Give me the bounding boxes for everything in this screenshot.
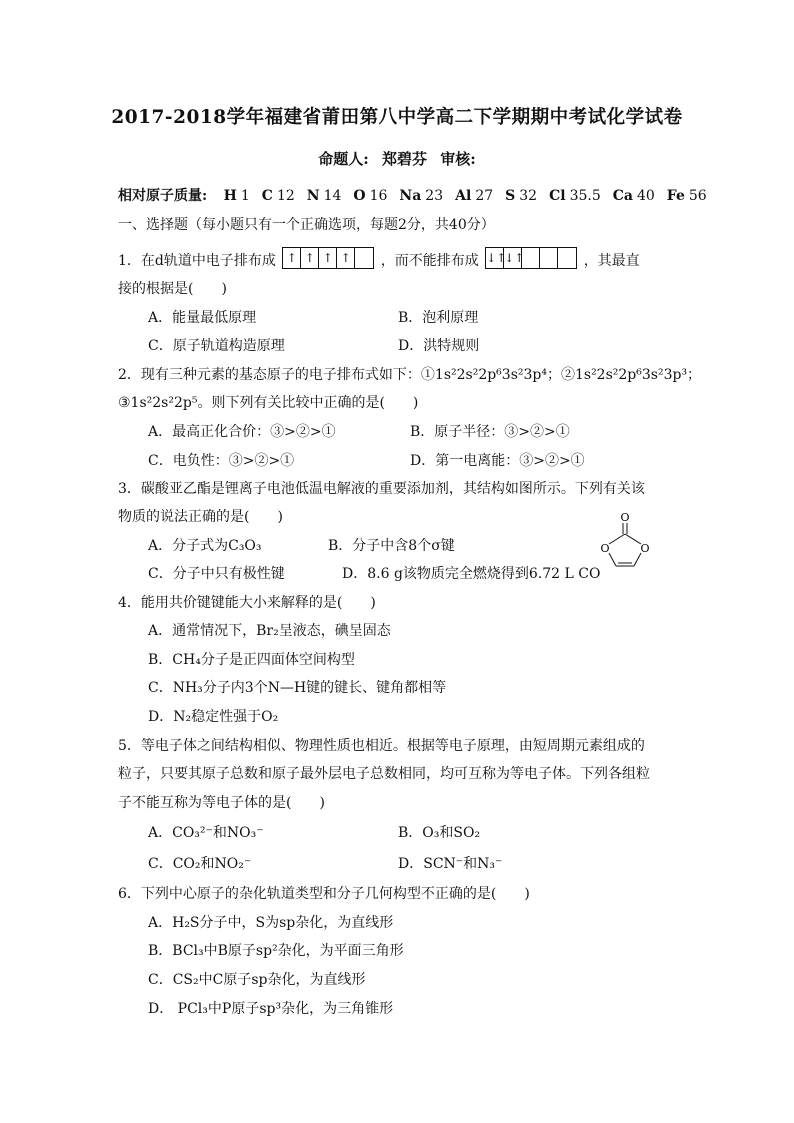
q3-option-a: A．分子式为C₃O₃ — [148, 538, 262, 554]
q5-option-d: D．SCN⁻和N₃⁻ — [398, 856, 503, 872]
author-name: 郑碧芬 — [381, 150, 427, 168]
atomic-mass-value: 56 — [688, 188, 707, 204]
atomic-mass-item — [505, 188, 537, 204]
atomic-mass-element: Fe — [666, 188, 685, 204]
orbital-box: ↑ — [301, 248, 319, 268]
atomic-mass-value: 1 — [240, 188, 250, 204]
q4-option-b: B．CH₄分子是正四面体空间构型 — [148, 652, 355, 668]
q6-option-b: B．BCl₃中B原子sp²杂化，为平面三角形 — [148, 943, 404, 959]
q5-option-b: B．O₃和SO₂ — [398, 825, 481, 841]
section-heading: 一、选择题（每小题只有一个正确选项，每题2分，共40分） — [118, 217, 495, 233]
atomic-masses-list — [212, 188, 707, 204]
q6-option-d: D． PCl₃中P原子sp³杂化，为三角锥形 — [148, 1001, 394, 1017]
orbital-box: ↓↑ — [504, 248, 522, 268]
atomic-mass-item — [353, 188, 387, 204]
atomic-mass-element: O — [353, 188, 366, 204]
atomic-mass-item — [613, 188, 655, 204]
q4-option-d: D．N₂稳定性强于O₂ — [148, 709, 279, 725]
q4-option-c: C．NH₃分子内3个N—H键的键长、键角都相等 — [148, 680, 447, 696]
q5-option-a: A．CO₃²⁻和NO₃⁻ — [148, 825, 264, 841]
atomic-mass-value: 32 — [519, 188, 538, 204]
atomic-mass-element: N — [306, 188, 320, 204]
atomic-mass-element: Na — [399, 188, 422, 204]
orbital-box: ↑ — [319, 248, 337, 268]
q1-text-b: ，而不能排布成 — [380, 253, 479, 269]
structure-o-top: O — [620, 511, 630, 524]
q6-option-c: C．CS₂中C原子sp杂化，为直线形 — [148, 972, 366, 988]
q5-option-c: C．CO₂和NO₂⁻ — [148, 856, 252, 872]
q1-option-d: D．洪特规则 — [398, 338, 480, 354]
atomic-mass-item — [455, 188, 493, 204]
atomic-mass-element: H — [223, 188, 237, 204]
q4-option-a: A．通常情况下，Br₂呈液态，碘呈固态 — [148, 623, 391, 639]
q3-option-d: D．8.6 g该物质完全燃烧得到6.72 L CO — [342, 566, 601, 582]
q3-option-c: C．分子中只有极性键 — [148, 566, 285, 582]
atomic-mass-item — [307, 188, 342, 204]
orbital-box: ↓↑ — [486, 248, 504, 268]
q1-option-a: A．能量最低原理 — [148, 310, 257, 326]
orbital-box — [558, 248, 576, 268]
q2-option-b: B．原子半径：③>②>① — [410, 424, 570, 440]
question-3-line-2: 物质的说法正确的是( ) — [118, 509, 283, 525]
atomic-masses-label: 相对原子质量: — [118, 188, 208, 204]
question-1-stem-cont: 接的根据是( ) — [118, 281, 227, 297]
atomic-mass-value: 14 — [323, 188, 342, 204]
question-2-line-1: 2．现有三种元素的基态原子的电子排布式如下：①1s²2s²2p⁶3s²3p⁴；②1s²2s²2p⁶3s²3p³； — [118, 367, 702, 383]
exam-title: 2017-2018学年福建省莆田第八中学高二下学期期中考试化学试卷 — [111, 107, 683, 128]
reviewer-label: 审核: — [440, 150, 476, 168]
atomic-mass-value: 12 — [276, 188, 295, 204]
q6-option-a: A．H₂S分子中，S为sp杂化，为直线形 — [148, 915, 394, 931]
ethylene-carbonate-structure — [597, 510, 653, 572]
orbital-box — [540, 248, 558, 268]
structure-o-left: O — [600, 542, 610, 555]
atomic-mass-value: 35.5 — [569, 188, 601, 204]
q1-text-a: 1．在d轨道中电子排布成 — [118, 253, 276, 269]
atomic-mass-item — [399, 188, 443, 204]
atomic-mass-value: 40 — [636, 188, 655, 204]
orbital-box — [355, 248, 373, 268]
atomic-mass-item — [262, 188, 295, 204]
atomic-mass-item — [549, 188, 601, 204]
atomic-mass-value: 23 — [425, 188, 444, 204]
question-1-stem — [118, 250, 640, 272]
question-6-stem: 6．下列中心原子的杂化轨道类型和分子几何构型不正确的是( ) — [118, 886, 530, 902]
atomic-mass-value: 27 — [475, 188, 494, 204]
atomic-mass-element: Ca — [612, 188, 633, 204]
atomic-masses — [118, 186, 707, 206]
orbital-diagram-correct — [282, 247, 374, 269]
question-3-line-1: 3．碳酸亚乙酯是锂离子电池低温电解液的重要添加剂，其结构如图所示。下列有关该 — [118, 481, 645, 497]
q2-option-a: A．最高正化合价：③>②>① — [148, 424, 336, 440]
question-5-line-3: 子不能互称为等电子体的是( ) — [118, 795, 325, 811]
orbital-box — [522, 248, 540, 268]
atomic-mass-element: Cl — [549, 188, 566, 204]
orbital-diagram-incorrect — [485, 247, 577, 269]
orbital-box: ↑ — [337, 248, 355, 268]
q2-option-c: C．电负性：③>②>① — [148, 453, 295, 469]
exam-subtitle — [0, 148, 794, 169]
atomic-mass-value: 16 — [369, 188, 388, 204]
q1-text-c: ，其最直 — [583, 253, 640, 269]
question-5-line-2: 粒子，只要其原子总数和原子最外层电子总数相同，均可互称为等电子体。下列各组粒 — [118, 766, 650, 782]
atomic-mass-element: Al — [455, 188, 472, 204]
structure-o-right: O — [640, 542, 650, 555]
question-5-line-1: 5．等电子体之间结构相似、物理性质也相近。根据等电子原理，由短周期元素组成的 — [118, 738, 645, 754]
atomic-mass-item — [224, 188, 250, 204]
q2-option-d: D．第一电离能：③>②>① — [410, 453, 585, 469]
orbital-box: ↑ — [283, 248, 301, 268]
atomic-mass-element: C — [261, 188, 273, 204]
question-2-line-2: ③1s²2s²2p⁵。则下列有关比较中正确的是( ) — [118, 395, 419, 411]
author-label: 命题人: — [318, 150, 369, 168]
q1-option-b: B．泡利原理 — [398, 310, 479, 326]
atomic-mass-item — [667, 188, 707, 204]
question-4-stem: 4．能用共价键键能大小来解释的是( ) — [118, 595, 376, 611]
q1-option-c: C．原子轨道构造原理 — [148, 338, 285, 354]
atomic-mass-element: S — [505, 188, 516, 204]
q3-option-b: B．分子中含8个σ键 — [328, 538, 455, 554]
